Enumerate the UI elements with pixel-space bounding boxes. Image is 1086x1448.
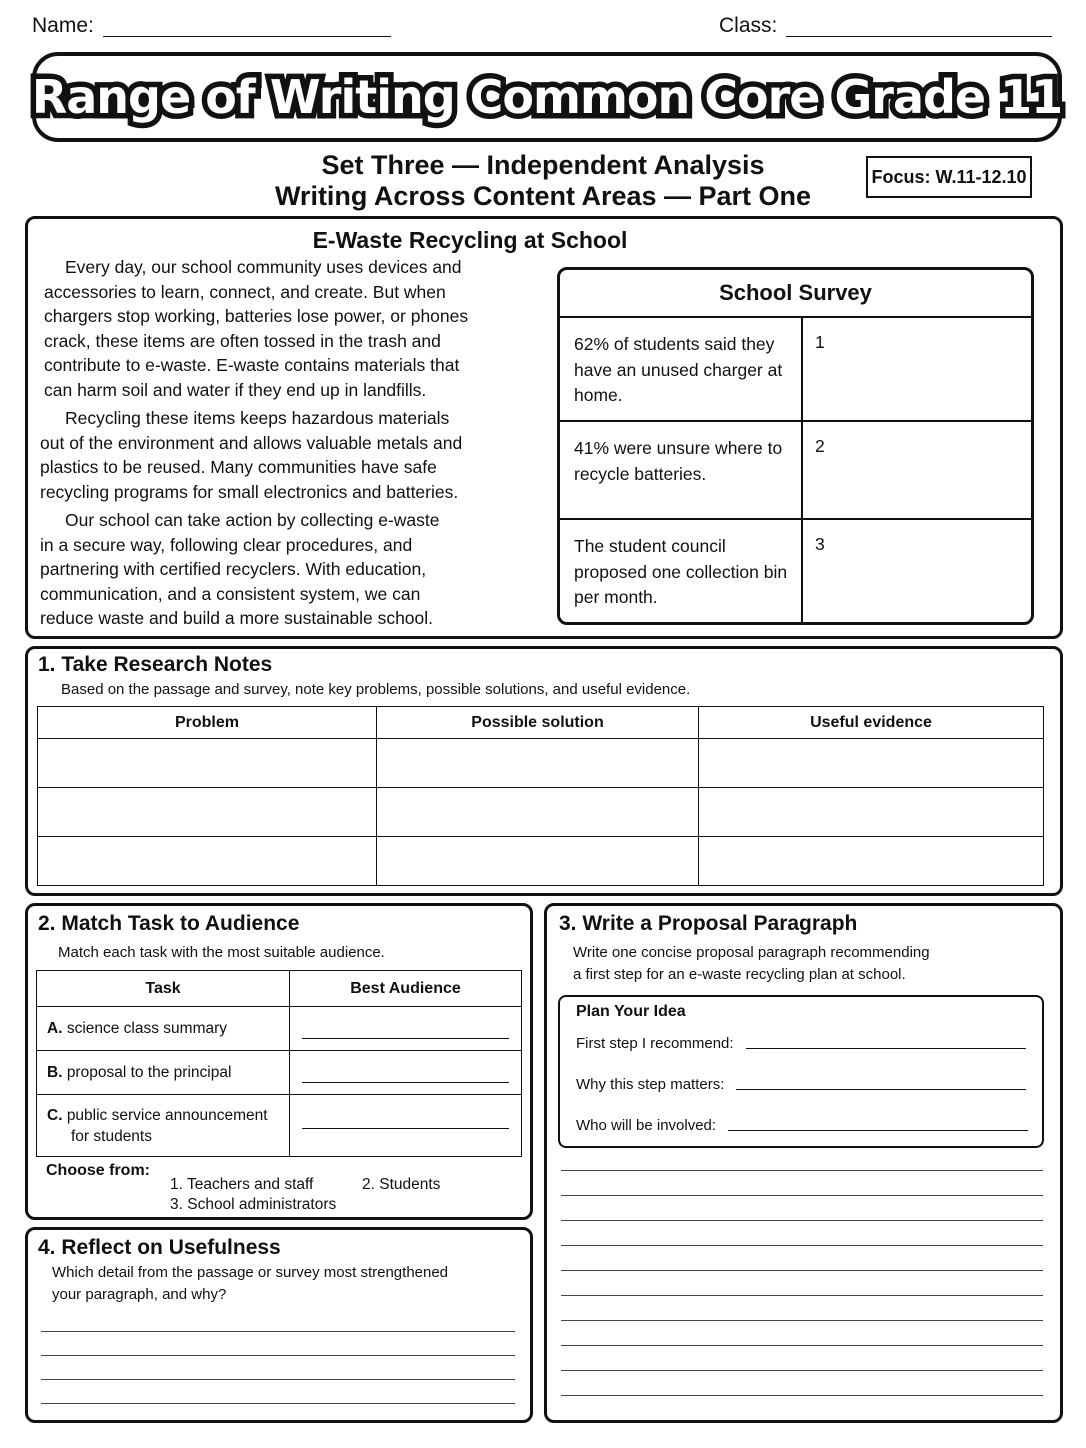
- table-row: B. proposal to the principal: [37, 1051, 522, 1095]
- section3-instructions-2: a first step for an e-waste recycling plan at school.: [573, 966, 906, 983]
- problem-cell[interactable]: [38, 788, 377, 837]
- column-header: Best Audience: [290, 971, 522, 1007]
- name-label: Name:: [32, 14, 94, 37]
- title-banner: [32, 52, 1062, 142]
- evidence-cell[interactable]: [699, 837, 1044, 886]
- section2-title: 2. Match Task to Audience: [38, 912, 300, 935]
- passage-paragraph-1: Every day, our school community uses devices and accessories to learn, connect, and create. But when chargers stop working, batteries lose power, or phones crack, these items are often tossed in the trash and contribute to e-waste. E-waste contains materials that can harm soil and water if they end up in landfills.: [44, 257, 469, 400]
- writing-line[interactable]: [561, 1270, 1043, 1271]
- survey-title: School Survey: [560, 270, 1031, 318]
- writing-line[interactable]: [561, 1345, 1043, 1346]
- survey-statement: The student council proposed one collection bin per month.: [560, 520, 803, 624]
- audience-answer-field[interactable]: [302, 1117, 509, 1129]
- writing-line[interactable]: [561, 1370, 1043, 1371]
- writing-line[interactable]: [561, 1245, 1043, 1246]
- survey-number: 2: [815, 436, 825, 456]
- task-label: proposal to the principal: [66, 1063, 232, 1081]
- writing-line[interactable]: [561, 1195, 1043, 1196]
- writing-line[interactable]: [41, 1379, 515, 1380]
- research-notes-table: [37, 706, 1044, 886]
- plan-field-why: Why this step matters:: [576, 1076, 1026, 1093]
- plan-field-first-step: First step I recommend:: [576, 1035, 1026, 1052]
- problem-cell[interactable]: [38, 739, 377, 788]
- evidence-cell[interactable]: [699, 788, 1044, 837]
- survey-statement: 41% were unsure where to recycle batteries.: [560, 422, 803, 518]
- survey-row: [560, 422, 1031, 520]
- focus-badge: Focus: W.11-12.10: [866, 156, 1032, 198]
- plan-title: Plan Your Idea: [576, 1003, 686, 1020]
- passage-text: [40, 255, 540, 631]
- audience-answer-field[interactable]: [302, 1027, 509, 1039]
- page-title: Range of Writing Common Core Grade 11: [31, 70, 1063, 124]
- subtitle-part: Writing Across Content Areas — Part One: [274, 181, 812, 211]
- who-involved-input[interactable]: [728, 1130, 1028, 1131]
- solution-cell[interactable]: [377, 788, 699, 837]
- survey-row: [560, 318, 1031, 422]
- survey-number: 3: [815, 534, 825, 554]
- match-table: [36, 970, 522, 1157]
- evidence-cell[interactable]: [699, 739, 1044, 788]
- survey-row: [560, 520, 1031, 624]
- choice-item: 2. Students: [362, 1176, 441, 1193]
- writing-line[interactable]: [561, 1295, 1043, 1296]
- table-row: [38, 788, 1044, 837]
- choose-from-label: Choose from:: [46, 1162, 150, 1179]
- writing-line[interactable]: [41, 1331, 515, 1332]
- section1-instructions: Based on the passage and survey, note key problems, possible solutions, and useful evidence.: [61, 681, 691, 698]
- section4-title: 4. Reflect on Usefulness: [38, 1236, 281, 1259]
- choice-item: 3. School administrators: [170, 1196, 337, 1213]
- problem-cell[interactable]: [38, 837, 377, 886]
- section3-instructions-1: Write one concise proposal paragraph recommending: [573, 944, 930, 961]
- writing-line[interactable]: [41, 1403, 515, 1404]
- plan-your-idea-box: [558, 995, 1044, 1148]
- writing-line[interactable]: [561, 1220, 1043, 1221]
- section3-title: 3. Write a Proposal Paragraph: [559, 912, 858, 935]
- name-field[interactable]: [103, 36, 391, 37]
- class-label: Class:: [719, 14, 778, 37]
- passage-paragraph-3: Our school can take action by collecting e-waste in a secure way, following clear procedures, and partnering with certified recyclers. With education, communication, and a consistent system, we can reduce waste and build a more sustainable school.: [40, 510, 440, 628]
- choice-item: 1. Teachers and staff: [170, 1176, 314, 1193]
- section2-instructions: Match each task with the most suitable audience.: [58, 944, 385, 961]
- first-step-input[interactable]: [746, 1048, 1026, 1049]
- survey-statement: 62% of students said they have an unused charger at home.: [560, 318, 803, 420]
- column-header: Task: [37, 971, 290, 1007]
- writing-line[interactable]: [561, 1395, 1043, 1396]
- class-field[interactable]: [786, 36, 1052, 37]
- section1-title: 1. Take Research Notes: [38, 653, 273, 676]
- table-row: C. public service announcement for students: [37, 1095, 522, 1157]
- table-row: [38, 739, 1044, 788]
- audience-answer-field[interactable]: [302, 1071, 509, 1083]
- section4-instructions-1: Which detail from the passage or survey most strengthened: [52, 1264, 449, 1281]
- table-row: A. science class summary: [37, 1007, 522, 1051]
- survey-number: 1: [815, 332, 825, 352]
- why-step-input[interactable]: [736, 1089, 1026, 1090]
- section4-instructions-2: your paragraph, and why?: [52, 1286, 227, 1303]
- writing-line[interactable]: [561, 1170, 1043, 1171]
- survey-table: [557, 267, 1034, 625]
- task-label-continued: for students: [71, 1127, 152, 1145]
- passage-paragraph-2: Recycling these items keeps hazardous materials out of the environment and allows valuable metals and plastics to be reused. Many communities have safe recycling programs for small electronics and batteries.: [40, 408, 463, 502]
- solution-cell[interactable]: [377, 837, 699, 886]
- plan-field-who: Who will be involved:: [576, 1117, 1028, 1134]
- writing-line[interactable]: [41, 1355, 515, 1356]
- writing-line[interactable]: [561, 1320, 1043, 1321]
- task-label: public service announcement: [66, 1106, 268, 1124]
- task-label: science class summary: [66, 1019, 228, 1037]
- table-row: [38, 837, 1044, 886]
- column-header: Possible solution: [377, 707, 699, 739]
- passage-title: E-Waste Recycling at School: [312, 227, 628, 253]
- column-header: Useful evidence: [699, 707, 1044, 739]
- column-header: Problem: [38, 707, 377, 739]
- solution-cell[interactable]: [377, 739, 699, 788]
- subtitle-set: Set Three — Independent Analysis: [321, 150, 765, 180]
